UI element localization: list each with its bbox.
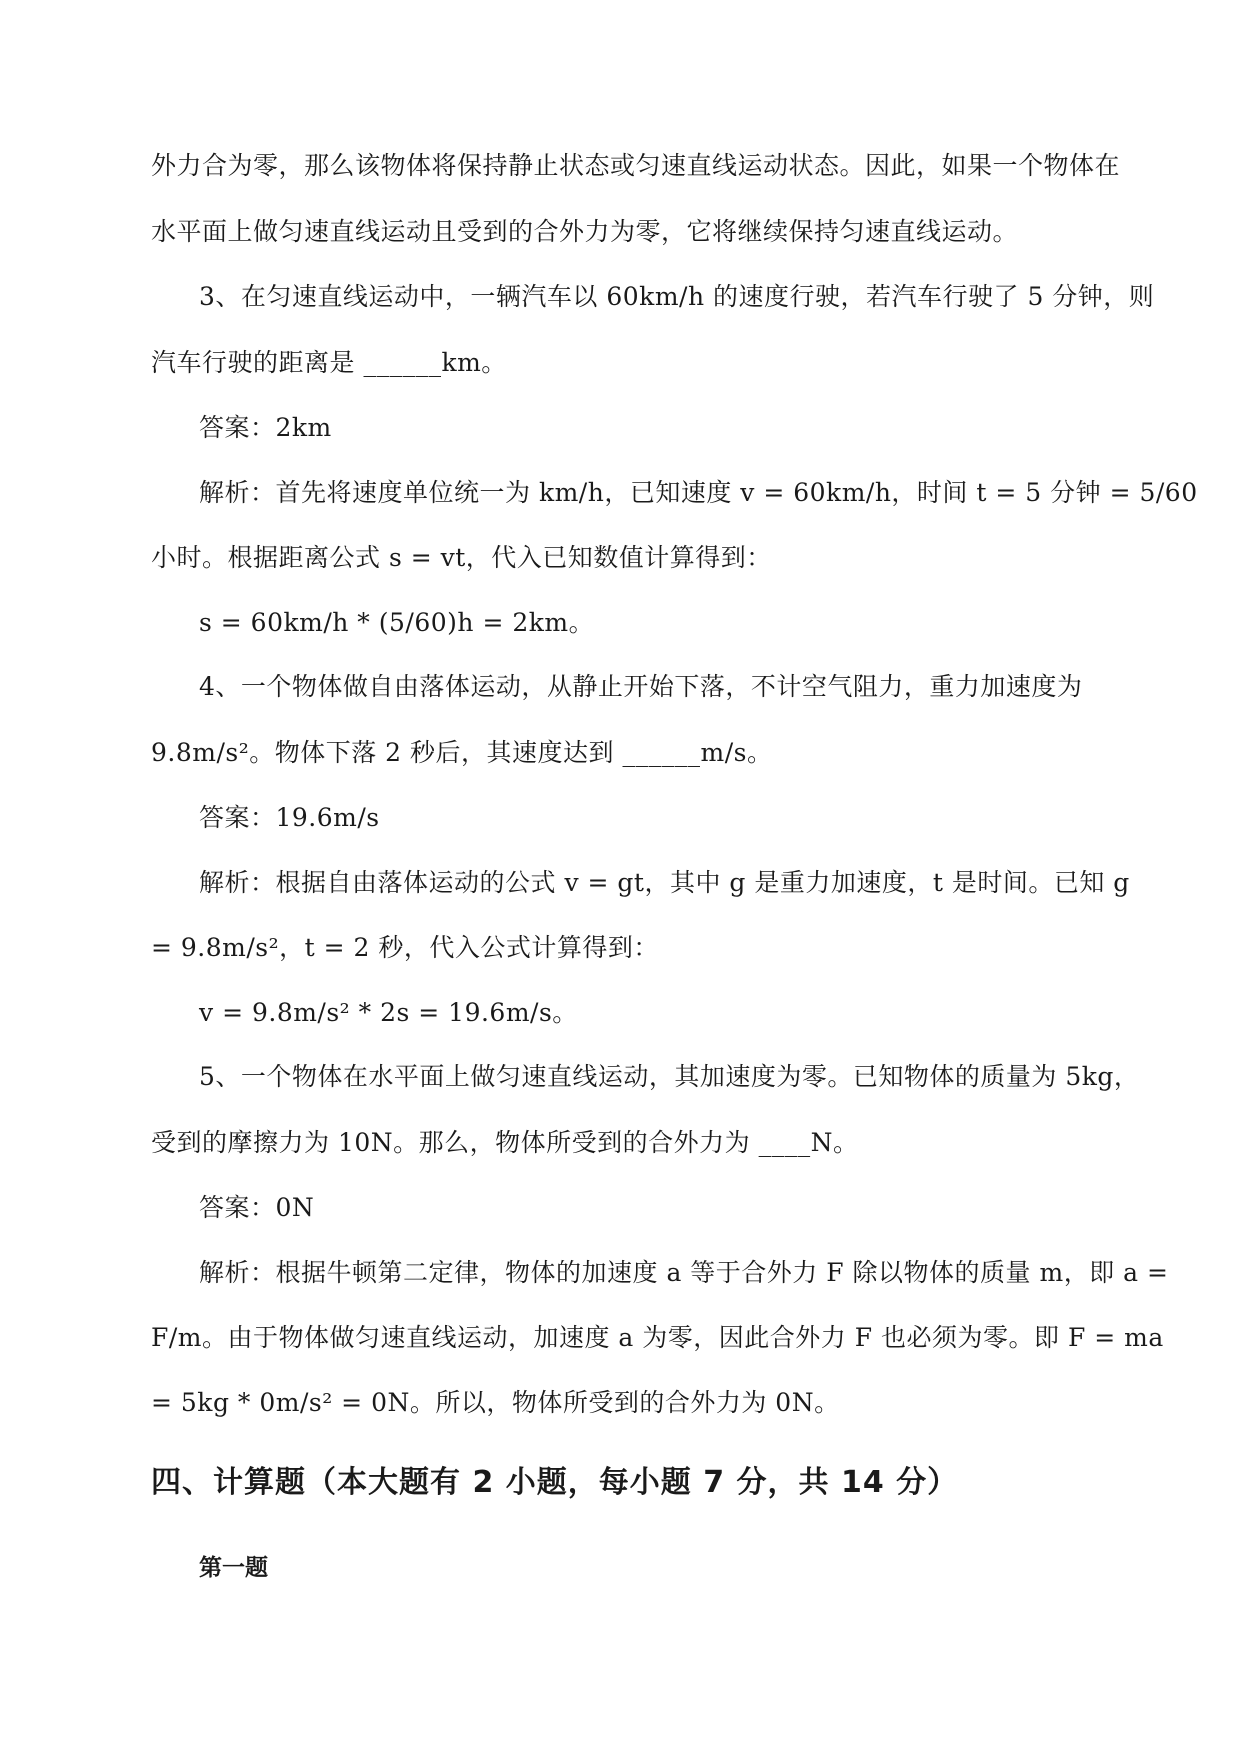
question-4-stem: 4、一个物体做自由落体运动，从静止开始下落，不计空气阻力，重力加速度为	[199, 672, 1083, 701]
question-5-analysis-continued: F/m。由于物体做匀速直线运动，加速度 a 为零，因此合外力 F 也必须为零。即 F = ma	[151, 1323, 1164, 1352]
question-4-stem-continued: 9.8m/s²。物体下落 2 秒后，其速度达到 ______m/s。	[151, 738, 773, 767]
question-5-stem: 5、一个物体在水平面上做匀速直线运动，其加速度为零。已知物体的质量为 5kg，	[199, 1062, 1140, 1091]
question-4-answer: 答案：19.6m/s	[199, 803, 380, 832]
question-3-analysis-continued: 小时。根据距离公式 s = vt，代入已知数值计算得到：	[151, 543, 772, 572]
question-title: 第一题	[199, 1555, 268, 1581]
question-3-stem-continued: 汽车行驶的距离是 ______km。	[151, 348, 507, 377]
question-4-formula: v = 9.8m/s² * 2s = 19.6m/s。	[199, 998, 578, 1027]
paragraph-line: 外力合为零，那么该物体将保持静止状态或匀速直线运动状态。因此，如果一个物体在	[151, 151, 1121, 180]
question-5-analysis-continued: = 5kg * 0m/s² = 0N。所以，物体所受到的合外力为 0N。	[151, 1388, 840, 1417]
paragraph-line: 水平面上做匀速直线运动且受到的合外力为零，它将继续保持匀速直线运动。	[151, 217, 1019, 246]
question-3-formula: s = 60km/h * (5/60)h = 2km。	[199, 608, 595, 637]
question-3-answer: 答案：2km	[199, 413, 332, 442]
question-5-answer: 答案：0N	[199, 1193, 315, 1222]
question-3-stem: 3、在匀速直线运动中，一辆汽车以 60km/h 的速度行驶，若汽车行驶了 5 分钟，则	[199, 282, 1155, 311]
question-5-stem-continued: 受到的摩擦力为 10N。那么，物体所受到的合外力为 ____N。	[151, 1128, 859, 1157]
section-heading: 四、计算题（本大题有 2 小题，每小题 7 分，共 14 分）	[151, 1465, 959, 1500]
question-3-analysis: 解析：首先将速度单位统一为 km/h，已知速度 v = 60km/h，时间 t = 5 分钟 = 5/60	[199, 478, 1198, 507]
question-5-analysis: 解析：根据牛顿第二定律，物体的加速度 a 等于合外力 F 除以物体的质量 m，即 a =	[199, 1258, 1169, 1287]
question-4-analysis: 解析：根据自由落体运动的公式 v = gt，其中 g 是重力加速度，t 是时间。已知 g	[199, 868, 1130, 897]
question-4-analysis-continued: = 9.8m/s²，t = 2 秒，代入公式计算得到：	[151, 933, 659, 962]
